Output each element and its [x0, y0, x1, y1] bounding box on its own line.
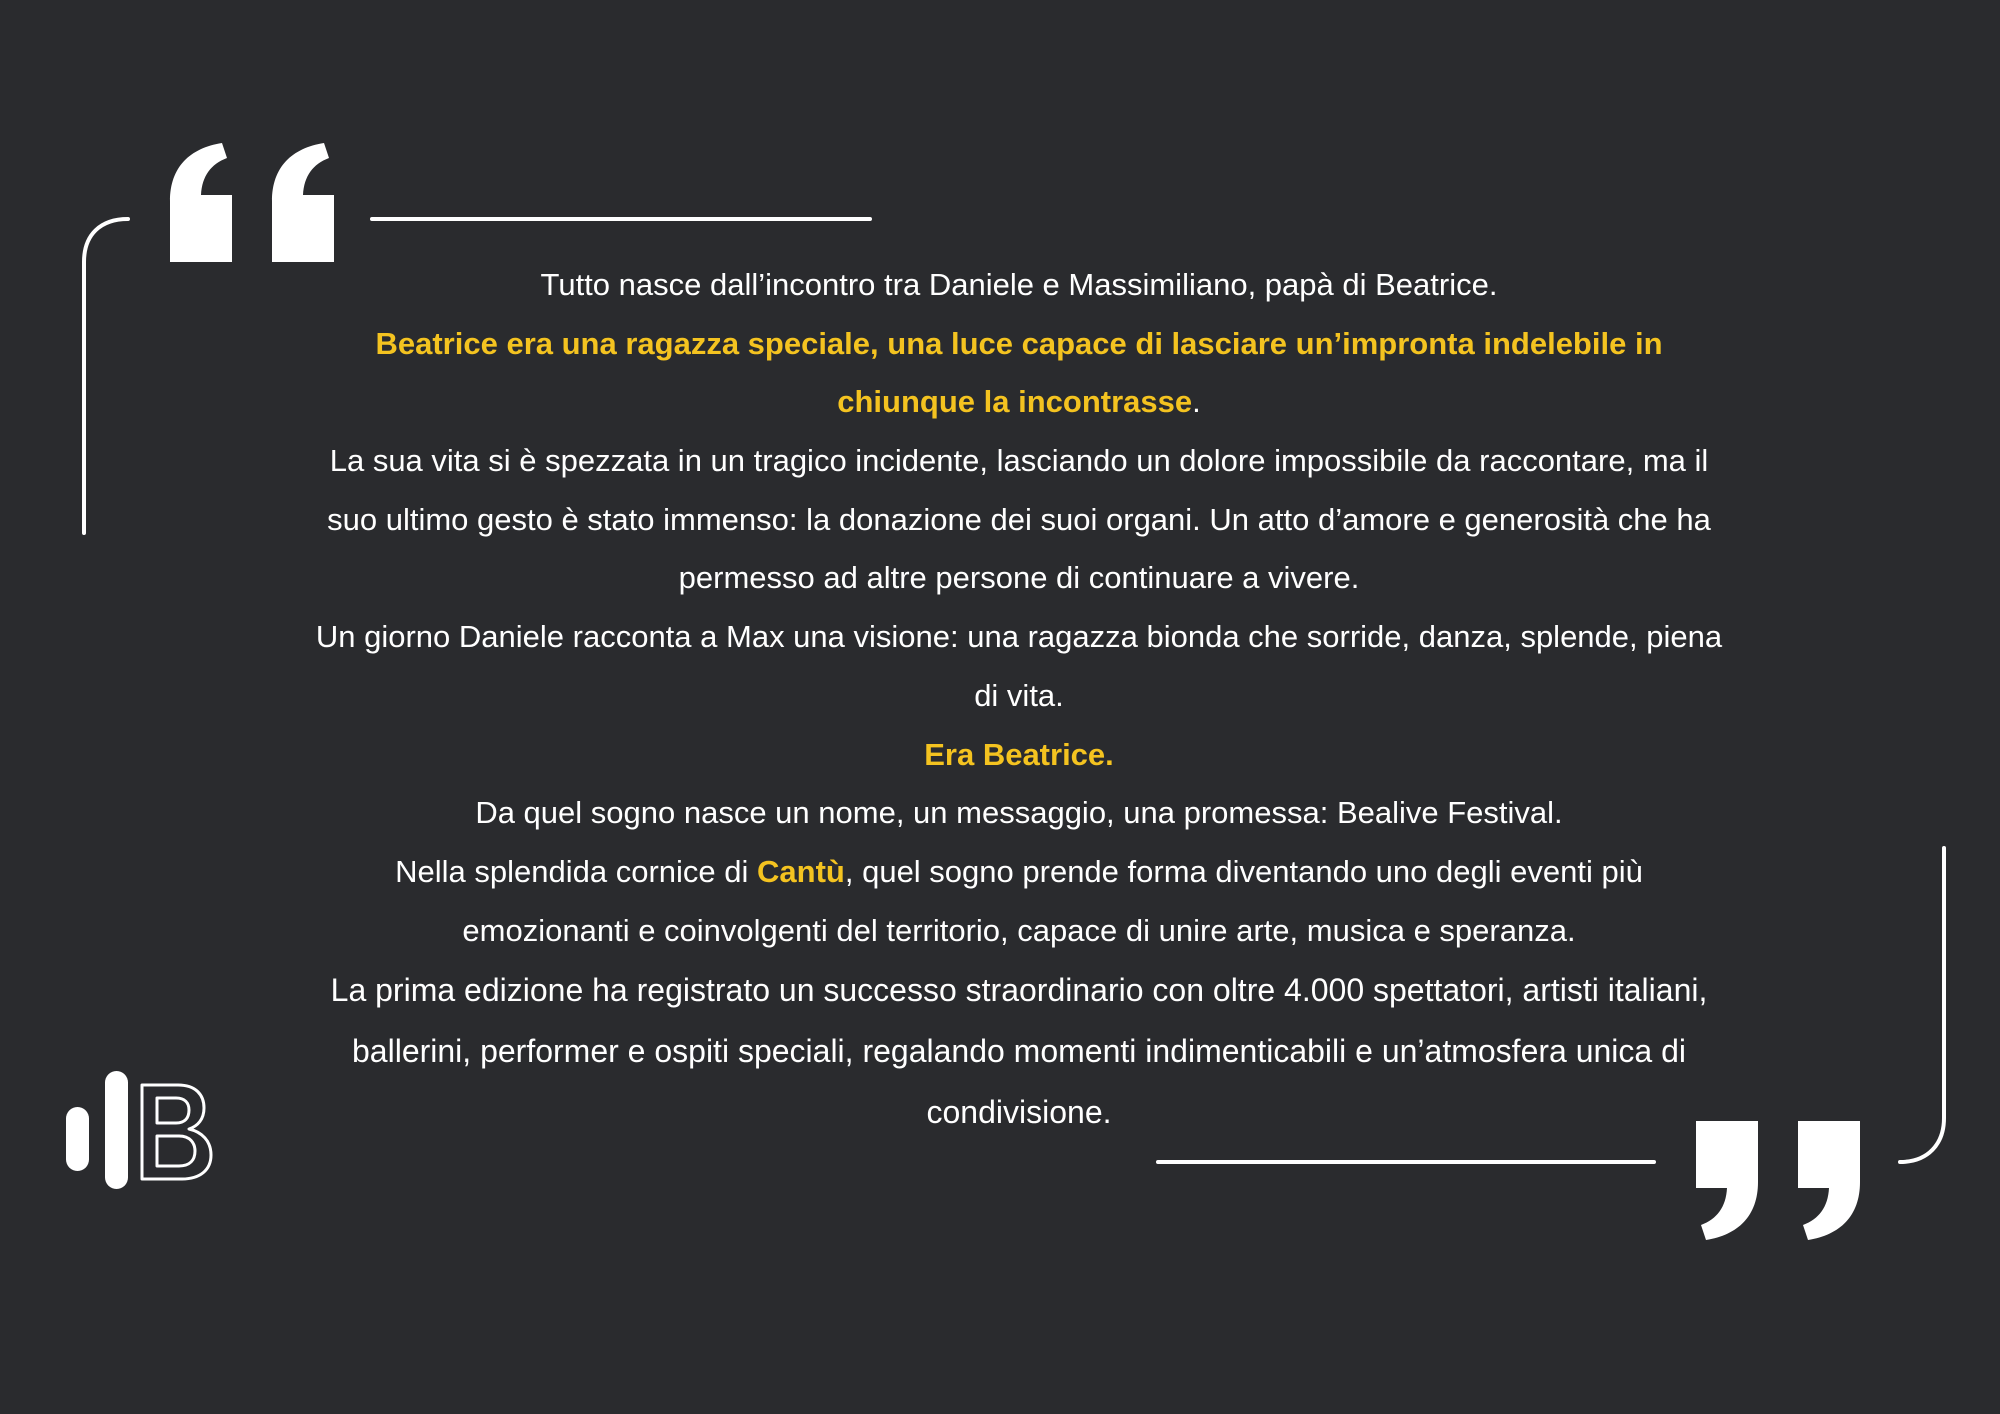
- text-line: Tutto nasce dall’incontro tra Daniele e Massimiliano, papà di Beatrice.: [540, 267, 1498, 302]
- text-line: suo ultimo gesto è stato immenso: la donazione dei suoi organi. Un atto d’amore e generosità che ha: [327, 501, 1711, 537]
- paragraph-intro: [169, 256, 1869, 315]
- paragraph-era-beatrice: [169, 726, 1869, 785]
- text-line: permesso ad altre persone di continuare a vivere.: [678, 560, 1360, 596]
- highlight-line: Era Beatrice.: [924, 736, 1114, 772]
- paragraph-beatrice-highlight: [169, 315, 1869, 432]
- text-line: Un giorno Daniele racconta a Max una visione: una ragazza bionda che sorride, danza, splende, piena: [315, 619, 1723, 655]
- paragraph-story: [169, 432, 1869, 608]
- text-line: emozionanti e coinvolgenti del territorio, capace di unire arte, musica e speranza.: [462, 912, 1576, 948]
- paragraph-festival-name: [169, 784, 1869, 843]
- text-line: La prima edizione ha registrato un successo straordinario con oltre 4.000 spettatori, artisti italiani,: [330, 972, 1708, 1009]
- paragraph-first-edition: [169, 960, 1869, 1143]
- text-line: ballerini, performer e ospiti speciali, regalando momenti indimenticabili e un’atmosfera unica di: [352, 1033, 1686, 1070]
- text-segment: Nella splendida cornice di: [395, 853, 758, 889]
- text-segment: , quel sogno prende forma diventando uno degli eventi più: [844, 853, 1643, 889]
- text-line: La sua vita si è spezzata in un tragico incidente, lasciando un dolore impossibile da raccontare, ma il: [329, 443, 1709, 479]
- logo-bar-tall: [105, 1071, 128, 1189]
- text-line: condivisione.: [926, 1094, 1112, 1131]
- highlight-line: Beatrice era una ragazza speciale, una luce capace di lasciare un’impronta indelebile in: [375, 325, 1663, 361]
- open-quote-icon: [170, 143, 334, 262]
- paragraph-vision: [169, 608, 1869, 725]
- highlight-text: chiunque la incontrasse: [837, 384, 1193, 420]
- highlight-line-end: [169, 373, 1869, 432]
- location-highlight: Cantù: [757, 853, 845, 889]
- text-line: Da quel sogno nasce un nome, un messaggio, una promessa: Bealive Festival.: [475, 795, 1563, 831]
- logo-bar-short: [66, 1107, 89, 1171]
- text-line: di vita.: [974, 677, 1064, 713]
- text-line: [169, 843, 1869, 902]
- bracket-right: [1900, 848, 1944, 1162]
- trailing-period: .: [1192, 384, 1201, 420]
- quote-text: [169, 256, 1869, 1143]
- bracket-left: [84, 219, 128, 533]
- paragraph-cantu: [169, 843, 1869, 960]
